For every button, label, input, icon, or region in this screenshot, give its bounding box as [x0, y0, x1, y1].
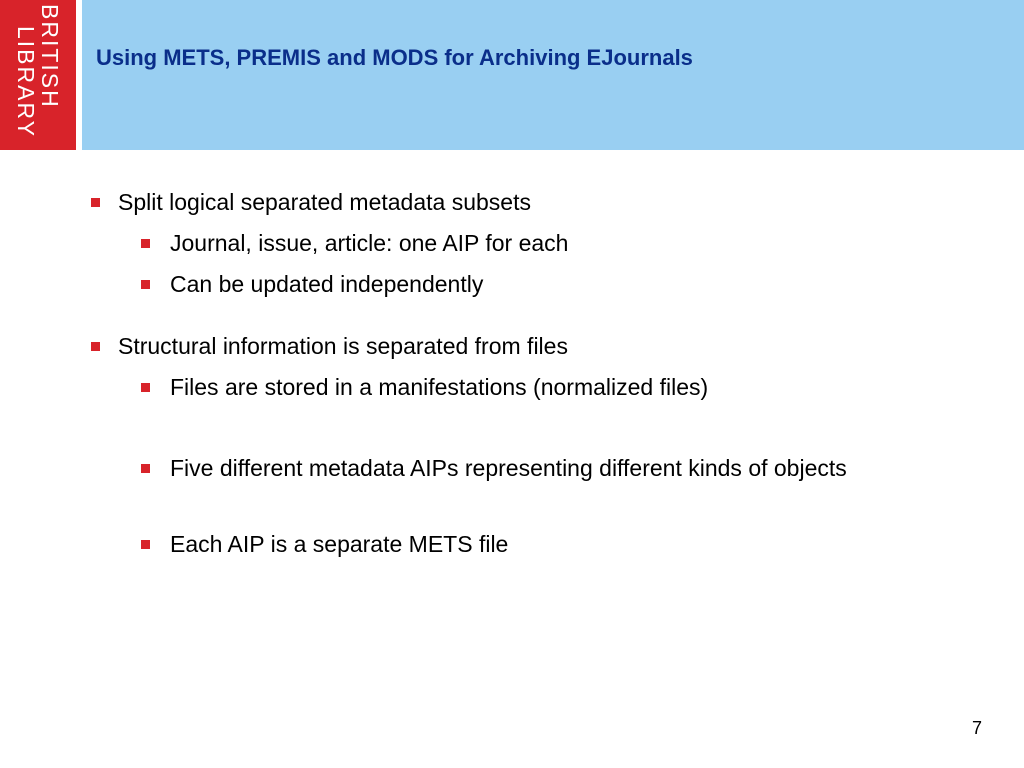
bullet-level2: [170, 226, 950, 260]
bullet-text: Files are stored in a manifestations (normalized files): [170, 374, 709, 400]
square-bullet-icon: [141, 464, 150, 473]
bullet-text: Journal, issue, article: one AIP for each: [170, 230, 569, 256]
bullet-level1: [118, 329, 978, 363]
square-bullet-icon: [141, 383, 150, 392]
bullet-text: Five different metadata AIPs representing different kinds of objects: [170, 455, 847, 481]
bullet-text: Each AIP is a separate METS file: [170, 531, 509, 557]
logo-line-library: LIBRARY: [13, 26, 39, 139]
bullet-level2: [170, 451, 950, 485]
bullet-text: Can be updated independently: [170, 271, 484, 297]
square-bullet-icon: [141, 280, 150, 289]
square-bullet-icon: [91, 342, 100, 351]
square-bullet-icon: [91, 198, 100, 207]
page-number: 7: [971, 718, 982, 738]
bullet-level2: [170, 370, 950, 404]
square-bullet-icon: [141, 239, 150, 248]
bullet-level2: [170, 527, 950, 561]
logo-line-british: BRITISH: [37, 4, 63, 109]
bullet-text: Structural information is separated from files: [118, 333, 568, 359]
square-bullet-icon: [141, 540, 150, 549]
slide-title: Using METS, PREMIS and MODS for Archiving EJournals: [96, 45, 693, 70]
bullet-text: Split logical separated metadata subsets: [118, 189, 531, 215]
bullet-level2: [170, 267, 950, 301]
bullet-level1: [118, 185, 978, 219]
